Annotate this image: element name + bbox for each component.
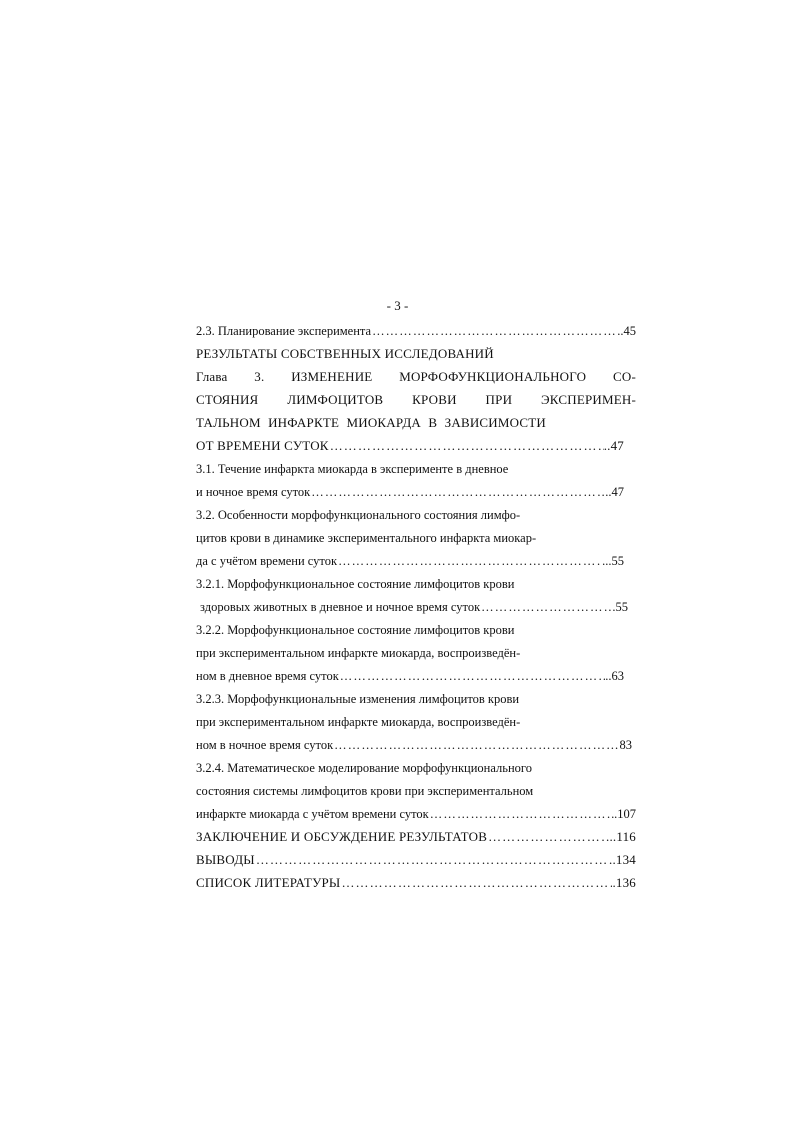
- toc-entry-chapter-3[interactable]: [196, 437, 624, 455]
- toc-entry-3-2-line[interactable]: цитов крови в динамике экспериментального инфаркта миокар-: [196, 531, 537, 545]
- toc-entry-3-2-line[interactable]: 3.2. Особенности морфофункционального состояния лимфо-: [196, 508, 521, 522]
- toc-entry-3-2-4-line[interactable]: состояния системы лимфоцитов крови при экспериментальном: [196, 784, 534, 798]
- toc-page-number: .136: [612, 875, 636, 890]
- toc-chapter-3-line[interactable]: СТОЯНИЯ ЛИМФОЦИТОВ КРОВИ ПРИ ЭКСПЕРИМЕН-: [196, 392, 636, 407]
- toc-page-number: ..47: [605, 485, 624, 499]
- page-number: - 3 -: [386, 298, 409, 313]
- toc-chapter-3-line[interactable]: Глава 3. ИЗМЕНЕНИЕ МОРФОФУНКЦИОНАЛЬНОГО СО-: [196, 369, 636, 384]
- toc-leader-dots: [339, 667, 605, 685]
- toc-entry-3-1[interactable]: [196, 483, 624, 501]
- toc-entry-3-2-2-line[interactable]: 3.2.2. Морфофункциональное состояние лимфоцитов крови: [196, 623, 515, 637]
- toc-entry-3-2-1[interactable]: [200, 598, 628, 616]
- toc-leader-dots: [337, 552, 602, 570]
- toc-entry-3-2-3[interactable]: [196, 736, 632, 754]
- toc-entry-3-2[interactable]: [196, 552, 624, 570]
- toc-entry-2-3[interactable]: [196, 322, 636, 340]
- toc-entry-references[interactable]: [196, 874, 636, 892]
- toc-entry-title: ном в дневное время суток: [196, 669, 339, 683]
- toc-page-number: .107: [614, 807, 636, 821]
- toc-entry-title: да с учётом времени суток: [196, 554, 338, 568]
- toc-page-number: ..45: [617, 324, 636, 338]
- toc-page-number: .55: [612, 600, 628, 614]
- toc-entry-title: ВЫВОДЫ: [196, 852, 255, 867]
- toc-entry-3-1-line[interactable]: 3.1. Течение инфаркта миокарда в эксперименте в дневное: [196, 462, 509, 476]
- toc-page-number: ..47: [603, 438, 624, 453]
- toc-entry-conclusion[interactable]: [196, 828, 636, 846]
- toc-entry-3-2-2[interactable]: [196, 667, 624, 685]
- toc-chapter-3-line[interactable]: ТАЛЬНОМ ИНФАРКТЕ МИОКАРДА В ЗАВИСИМОСТИ: [196, 415, 546, 430]
- toc-leader-dots: [487, 828, 606, 846]
- toc-entry-title: СПИСОК ЛИТЕРАТУРЫ: [196, 875, 341, 890]
- toc-entry-title: ОТ ВРЕМЕНИ СУТОК: [196, 438, 329, 453]
- toc-leader-dots: [480, 598, 612, 616]
- toc-entry-title: и ночное время суток: [196, 485, 311, 499]
- toc-entry-3-2-3-line[interactable]: 3.2.3. Морфофункциональные изменения лимфоцитов крови: [196, 692, 520, 706]
- toc-entry-3-2-1-line[interactable]: 3.2.1. Морфофункциональное состояние лимфоцитов крови: [196, 577, 515, 591]
- toc-leader-dots: [329, 437, 604, 455]
- toc-results-heading[interactable]: РЕЗУЛЬТАТЫ СОБСТВЕННЫХ ИССЛЕДОВАНИЙ: [196, 346, 494, 361]
- toc-entry-3-2-4-line[interactable]: 3.2.4. Математическое моделирование морфофункционального: [196, 761, 532, 775]
- toc-entry-3-2-3-line[interactable]: при экспериментальном инфаркте миокарда, воспроизведён-: [196, 715, 521, 729]
- toc-page-number: ...55: [602, 554, 624, 568]
- toc-leader-dots: [333, 736, 619, 754]
- toc-leader-dots: [255, 851, 609, 869]
- toc-leader-dots: [310, 483, 605, 501]
- toc-entry-title: ном в ночное время суток: [196, 738, 334, 752]
- toc-entry-title: здоровых животных в дневное и ночное время суток: [200, 600, 481, 614]
- toc-page-number: ..134: [609, 852, 636, 867]
- toc-leader-dots: [340, 874, 612, 892]
- toc-entry-findings[interactable]: [196, 851, 636, 869]
- toc-entry-3-2-2-line[interactable]: при экспериментальном инфаркте миокарда, воспроизведён-: [196, 646, 521, 660]
- toc-entry-title: 2.3. Планирование эксперимента: [196, 324, 372, 338]
- toc-page-number: ..63: [605, 669, 624, 683]
- toc-leader-dots: [371, 322, 617, 340]
- toc-entry-3-2-4[interactable]: [196, 805, 636, 823]
- toc-page-number: 83: [619, 738, 632, 752]
- toc-leader-dots: [429, 805, 614, 823]
- toc-entry-title: инфаркте миокарда с учётом времени суток: [196, 807, 429, 821]
- toc-page-number: ...116: [606, 829, 636, 844]
- toc-entry-title: ЗАКЛЮЧЕНИЕ И ОБСУЖДЕНИЕ РЕЗУЛЬТАТОВ: [196, 829, 488, 844]
